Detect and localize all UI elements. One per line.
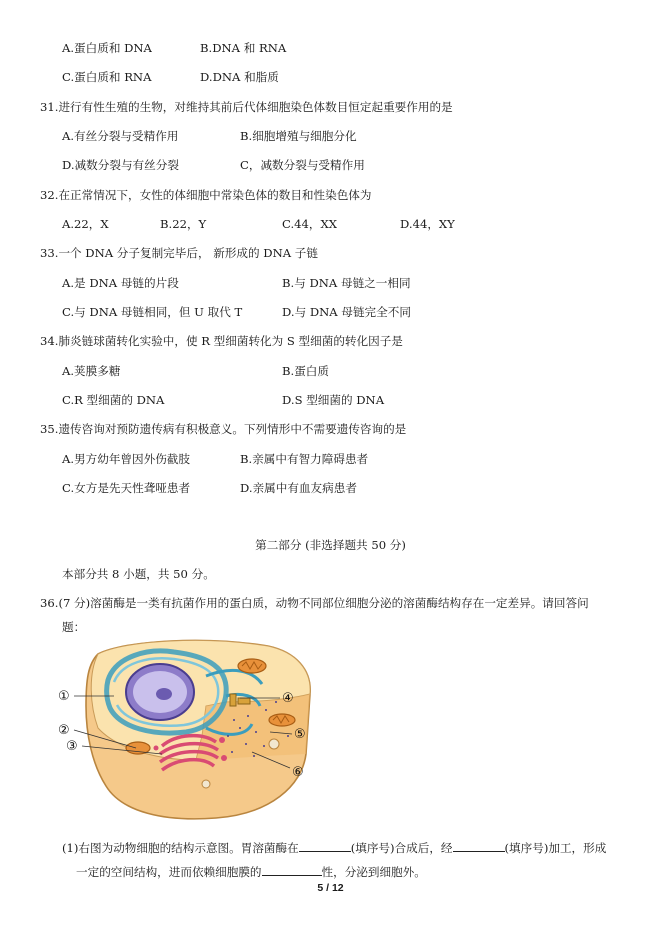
answer-blank-synthesis[interactable] (299, 839, 351, 852)
label-6: ⑥ (292, 765, 304, 780)
part2-heading: 第二部分 (非选择题共 50 分) (255, 538, 406, 552)
q34-option-b: B.蛋白质 (282, 364, 329, 378)
q34-option-d: D.S 型细菌的 DNA (282, 393, 385, 407)
q36-sub1-line1 (62, 839, 606, 856)
centriole (230, 694, 236, 706)
answer-blank-membrane-property[interactable] (262, 863, 322, 876)
vesicle (269, 739, 279, 749)
q33-option-d: D.与 DNA 母链完全不同 (282, 305, 411, 319)
q33-stem: 33.一个 DNA 分子复制完毕后， 新形成的 DNA 子链 (40, 246, 318, 260)
q35-option-b: B.亲属中有智力障碍患者 (240, 452, 369, 466)
q35-option-a: A.男方幼年曾因外伤截肢 (62, 452, 190, 466)
part2-intro: 本部分共 8 小题，共 50 分。 (62, 567, 215, 581)
q36-sub1-text-1: (1)右图为动物细胞的结构示意图。胃溶菌酶在 (62, 841, 299, 855)
q36-sub1-text-4: 一定的空间结构，进而依赖细胞膜的 (76, 865, 262, 879)
nucleolus (156, 688, 172, 700)
q31-stem: 31.进行有性生殖的生物，对维持其前后代体细胞染色体数目恒定起重要作用的是 (40, 100, 453, 114)
label-3: ③ (66, 739, 78, 754)
q35-option-c: C.女方是先天性聋哑患者 (62, 481, 191, 495)
q36-stem-line1: 36.(7 分)溶菌酶是一类有抗菌作用的蛋白质，动物不同部位细胞分泌的溶菌酶结构存在一定差异。请回答问 (40, 596, 589, 610)
q33-option-b: B.与 DNA 母链之一相同 (282, 276, 411, 290)
q33-option-a: A.是 DNA 母链的片段 (62, 276, 179, 290)
q31-option-c: C，减数分裂与受精作用 (240, 158, 365, 172)
q30-option-b: B.DNA 和 RNA (200, 41, 287, 55)
q30-option-a: A.蛋白质和 DNA (62, 41, 152, 55)
label-2: ② (58, 723, 70, 738)
label-4: ④ (282, 691, 294, 706)
q36-sub1-text-2: (填序号)合成后，经 (350, 841, 453, 855)
q31-option-a: A.有丝分裂与受精作用 (62, 129, 179, 143)
q35-option-d: D.亲属中有血友病患者 (240, 481, 357, 495)
page-number: 5 / 12 (317, 882, 344, 894)
animal-cell-diagram (56, 636, 320, 822)
label-5: ⑤ (294, 727, 306, 742)
q36-stem-line2: 题： (62, 620, 86, 634)
q32-option-b: B.22，Y (160, 217, 207, 231)
q32-option-a: A.22，X (62, 217, 109, 231)
q31-option-d: D.减数分裂与有丝分裂 (62, 158, 179, 172)
q34-option-a: A.荚膜多糖 (62, 364, 121, 378)
q36-sub1-text-5: 性，分泌到细胞外。 (321, 865, 426, 879)
q33-option-c: C.与 DNA 母链相同，但 U 取代 T (62, 305, 243, 319)
q34-option-c: C.R 型细菌的 DNA (62, 393, 165, 407)
q36-sub1-line2 (76, 863, 426, 880)
q30-option-d: D.DNA 和脂质 (200, 70, 279, 84)
q35-stem: 35.遗传咨询对预防遗传病有积极意义。下列情形中不需要遗传咨询的是 (40, 422, 407, 436)
q31-option-b: B.细胞增殖与细胞分化 (240, 129, 357, 143)
q32-option-d: D.44，XY (400, 217, 455, 231)
q34-stem: 34.肺炎链球菌转化实验中，使 R 型细菌转化为 S 型细菌的转化因子是 (40, 334, 403, 348)
q30-option-c: C.蛋白质和 RNA (62, 70, 152, 84)
q32-stem: 32.在正常情况下，女性的体细胞中常染色体的数目和性染色体为 (40, 188, 372, 202)
q32-option-c: C.44，XX (282, 217, 337, 231)
answer-blank-processing[interactable] (453, 839, 505, 852)
q36-sub1-text-3: (填序号)加工，形成 (504, 841, 607, 855)
label-1: ① (58, 689, 70, 704)
